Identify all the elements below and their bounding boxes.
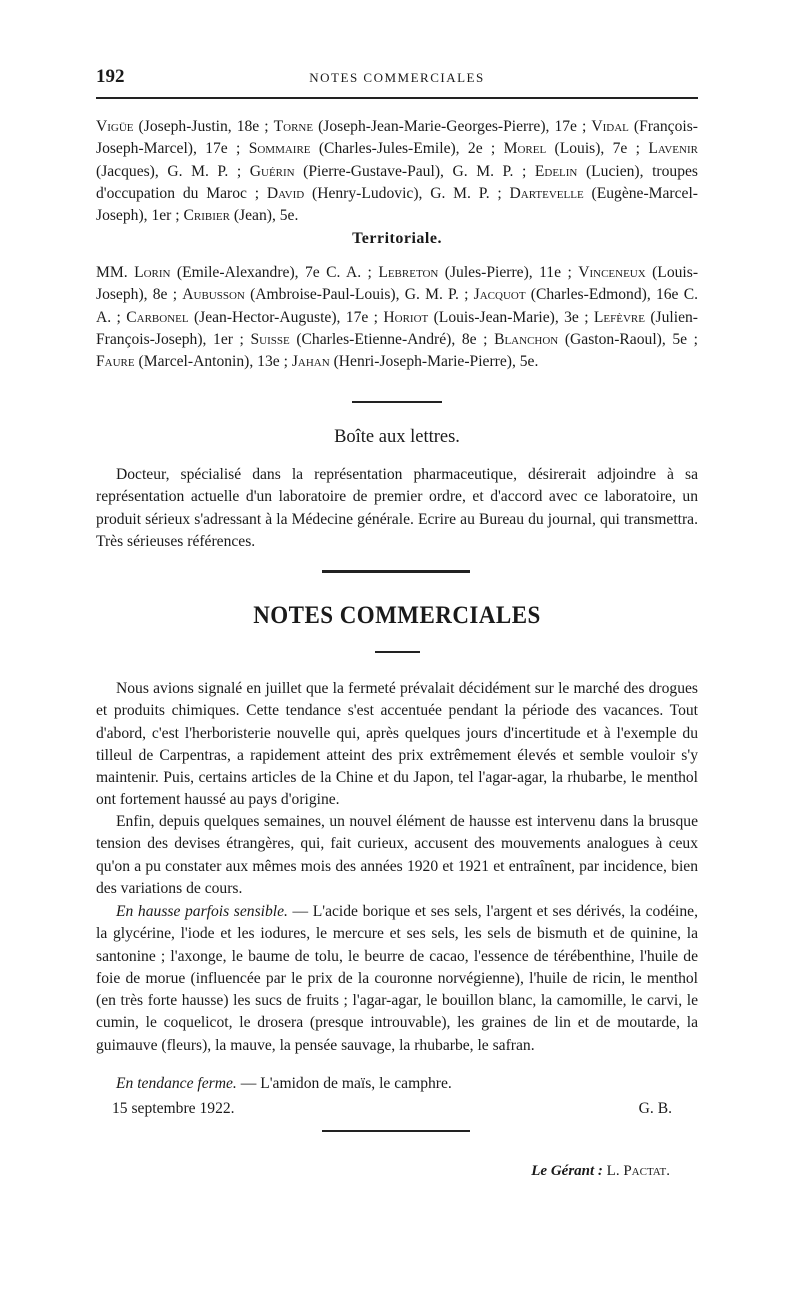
entry-detail: (Marcel-Antonin), 13e ; [134, 353, 292, 371]
gerant-line [531, 1163, 670, 1180]
entry-name: Dartevelle [509, 184, 584, 202]
entry-name: Torne [273, 118, 314, 135]
date-line: 15 septembre 1922. [112, 1100, 235, 1117]
entry-name: Lefèvre [593, 308, 645, 326]
entry-detail: (Jean), 5e. [229, 207, 299, 225]
entry-name: Morel [503, 140, 547, 158]
notes-paragraph-3 [96, 901, 698, 1057]
entry-detail: (Pierre-Gustave-Paul), G. M. P. ; [294, 162, 535, 180]
entry-name: Guérin [249, 162, 295, 180]
header-rule [96, 97, 698, 99]
territoriale-heading: Territoriale. [352, 230, 442, 247]
gerant-label: Le Gérant : [531, 1163, 603, 1179]
promotions-list [96, 116, 698, 227]
entry-detail: (Eugène-Marcel-Joseph), 1er ; [96, 184, 698, 225]
running-head: NOTES COMMERCIALES [309, 70, 485, 85]
entry-name: Cribier [183, 207, 230, 225]
notes-paragraph-2: Enfin, depuis quelques semaines, un nouvel élément de hausse est intervenu dans la brusque tension des devises étrangères, qui, fait curieux, accusent des mouvements analogues à ceux qu'on a pu constater aux mêmes mois des années 1920 et 1921 et entraînent, par incidence, bien des variations de cours. [96, 813, 698, 897]
page-header [96, 66, 698, 92]
entry-name: Jahan [291, 353, 330, 371]
entry-detail: (Julien-François-Joseph), 1er ; [96, 308, 698, 348]
entry-name: Lavenir [648, 140, 698, 158]
tendance-label: En tendance ferme. [116, 1075, 237, 1092]
entry-detail: (Jacques), G. M. P. ; [96, 162, 250, 180]
entry-name: Carbonel [126, 308, 189, 326]
entry-detail: (Ambroise-Paul-Louis), G. M. P. ; [244, 286, 474, 304]
entry-detail: (Henry-Ludovic), G. M. P. ; [304, 184, 510, 202]
boite-heading: Boîte aux lettres. [334, 427, 460, 447]
heading-underline [375, 651, 420, 653]
entry-name: Blanchon [494, 330, 559, 348]
hausse-label: En hausse parfois sensible. [116, 903, 288, 920]
entry-name: Vidal [591, 118, 629, 135]
entry-detail: (Jules-Pierre), 11e ; [438, 264, 579, 281]
entry-detail: (Emile-Alexandre), 7e C. A. ; [170, 264, 379, 281]
entry-detail: (Charles-Etienne-André), 8e ; [289, 330, 495, 348]
entry-detail: (Charles-Jules-Emile), 2e ; [310, 140, 504, 158]
territoriale-intro: MM. [96, 264, 135, 281]
notes-heading: NOTES COMMERCIALES [253, 602, 541, 629]
gerant-name: L. Pactat. [602, 1163, 670, 1179]
section-divider [322, 570, 470, 573]
entry-detail: (Louis-Jean-Marie), 3e ; [428, 308, 594, 326]
hausse-text: — L'acide borique et ses sels, l'argent et ses dérivés, la codéine, la glycérine, l'iode et les iodures, le mercure et ses sels, les sels de bismuth et de quinine, la santonine ; l'axonge, le baume de tolu, le beurre de cacao, l'essence de térébenthine, l'huile de foie de morue (influencée par le prix de la couronne norvégienne), l'huile de ricin, le menthol (en très forte hausse) les sucs de fruits ; l'agar-agar, le bouillon blanc, la camomille, le carvi, le cumin, le coquelicot, le drosera (presque introuvable), les graines de lin et de moutarde, la guimauve (fleurs), la mauve, la pensée sauvage, la rhubarbe, le safran. [96, 903, 699, 1054]
entry-name: Suisse [250, 330, 290, 348]
signature-initials: G. B. [638, 1100, 672, 1117]
entry-name: Faure [96, 353, 135, 371]
entry-detail: (François-Joseph-Marcel), 17e ; [96, 118, 698, 158]
page-number: 192 [96, 66, 125, 87]
territoriale-list [96, 262, 698, 373]
closing-divider [322, 1130, 470, 1132]
entry-name: Vinceneux [578, 264, 646, 281]
entry-detail: (Louis-Joseph), 8e ; [96, 264, 699, 304]
boite-text: Docteur, spécialisé dans la représentation pharmaceutique, désirerait adjoindre à sa représentation actuelle d'un laboratoire de premier ordre, et d'accord avec ce laboratoire, un produit sérieux s'adressant à la Médecine générale. Ecrire au Bureau du journal, qui transmettra. Très sérieuses références. [96, 466, 698, 550]
entry-name: Aubusson [182, 286, 245, 304]
entry-name: Sommaire [248, 140, 311, 158]
entry-detail: (Joseph-Jean-Marie-Georges-Pierre), 17e ; [313, 118, 592, 135]
entry-name: Lebreton [378, 264, 439, 281]
entry-detail: (Jean-Hector-Auguste), 17e ; [188, 308, 384, 326]
tendance-text: — L'amidon de maïs, le camphre. [236, 1075, 452, 1092]
section-divider [352, 401, 442, 403]
entry-detail: (Lucien), troupes d'occupation du Maroc ; [96, 162, 698, 202]
entry-name: David [266, 184, 305, 202]
entry-name: Vigüe [96, 118, 134, 135]
entry-detail: (Louis), 7e ; [546, 140, 649, 158]
entry-name: Horiot [383, 308, 429, 326]
entry-name: Edelin [534, 162, 578, 180]
entry-name: Jacquot [473, 286, 526, 304]
entry-detail: (Henri-Joseph-Marie-Pierre), 5e. [329, 353, 539, 371]
entry-detail: (Gaston-Raoul), 5e ; [558, 330, 698, 348]
entry-detail: (Charles-Edmond), 16e C. A. ; [96, 286, 698, 326]
entry-name: Lorin [134, 264, 171, 281]
notes-paragraph-1: Nous avions signalé en juillet que la fermeté prévalait décidément sur le marché des drogues et produits chimiques. Cette tendance s'est accentuée pendant la période des vacances. Tout d'abord, c'est l'herboristerie nouvelle qui, après quelques jours d'incertitude et à l'exemple du tilleul de Carpentras, a rapidement atteint des prix extrêmement élevés et semble vouloir s'y maintenir. Puis, certains articles de la Chine et du Japon, tel l'agar-agar, la rhubarbe, le menthol ont fortement haussé au pays d'origine. [96, 680, 698, 809]
notes-paragraph-4 [96, 1073, 698, 1095]
entry-detail: (Joseph-Justin, 18e ; [133, 118, 274, 135]
